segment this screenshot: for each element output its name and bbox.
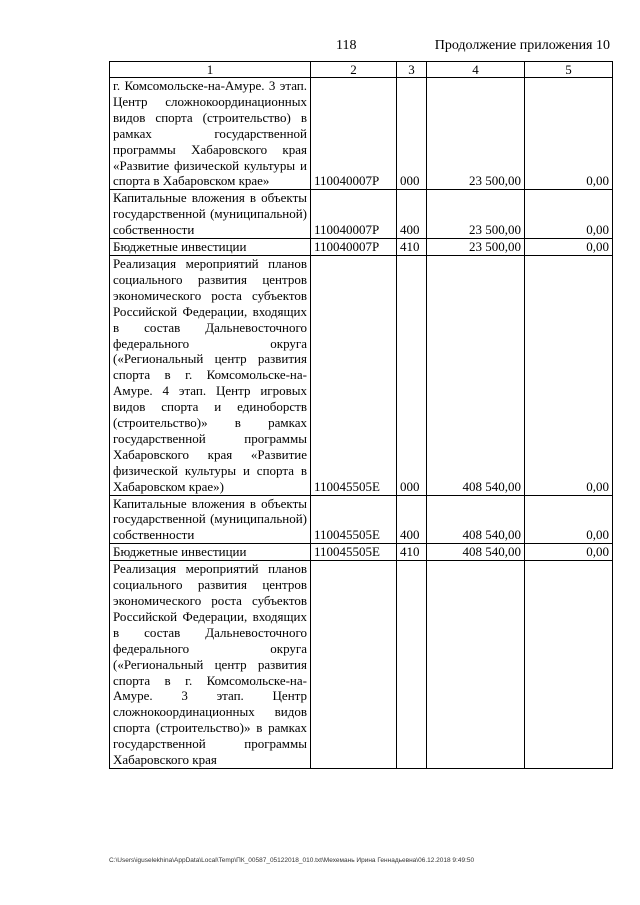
- table-row: [110, 544, 613, 561]
- row-code: 110040007Р: [311, 239, 397, 256]
- file-path-footer: C:\Users\iguselekhina\AppData\Local\Temp\ПК_00587_05122018_010.txt\Мехемань Ирина Геннадьевна\06.12.2018 9:49:50: [109, 857, 475, 864]
- column-header: 1: [110, 62, 311, 78]
- column-header: 3: [397, 62, 427, 78]
- row-col5: 0,00: [525, 544, 613, 561]
- row-type: 000: [397, 255, 427, 495]
- table-row: [110, 255, 613, 495]
- row-code: 110040007Р: [311, 190, 397, 239]
- row-col5: 0,00: [525, 495, 613, 544]
- column-header: 2: [311, 62, 397, 78]
- column-header: 4: [427, 62, 525, 78]
- row-code: 110040007Р: [311, 78, 397, 190]
- row-name: Бюджетные инвестиции: [110, 544, 311, 561]
- row-name: Реализация мероприятий планов социального развития центров экономического роста субъектов Российской Федерации, входящих в состав Дальневосточного федерального округа («Региональный центр развития спорта в г. Комсомольске-на-Амуре. 3 этап. Центр сложнокоординационных видов спорта (строительство)» в рамках государственной программы Хабаровского края: [110, 561, 311, 769]
- row-name: Реализация мероприятий планов социального развития центров экономического роста субъектов Российской Федерации, входящих в состав Дальневосточного федерального округа («Региональный центр развития спорта в г. Комсомольске-на-Амуре. 4 этап. Центр игровых видов спорта и единоборств (строительство)» в рамках государственной программы Хабаровского края «Развитие физической культуры и спорта в Хабаровском крае»): [110, 255, 311, 495]
- row-type: 400: [397, 190, 427, 239]
- row-type: 410: [397, 239, 427, 256]
- row-type: 410: [397, 544, 427, 561]
- row-name: Капитальные вложения в объекты государственной (муниципальной) собственности: [110, 495, 311, 544]
- row-code: 110045505Е: [311, 544, 397, 561]
- table-row: [110, 78, 613, 190]
- row-col5: 0,00: [525, 78, 613, 190]
- column-header: 5: [525, 62, 613, 78]
- row-code: 110045505Е: [311, 255, 397, 495]
- row-amount: 408 540,00: [427, 255, 525, 495]
- row-name: Бюджетные инвестиции: [110, 239, 311, 256]
- row-code: 110045505Е: [311, 495, 397, 544]
- row-code: [311, 561, 397, 769]
- table-row: [110, 239, 613, 256]
- row-col5: 0,00: [525, 190, 613, 239]
- row-type: 000: [397, 78, 427, 190]
- row-amount: [427, 561, 525, 769]
- page-number: 118: [336, 38, 357, 53]
- table-row: [110, 495, 613, 544]
- table-row: [110, 190, 613, 239]
- row-name: г. Комсомольске-на-Амуре. 3 этап. Центр сложнокоординационных видов спорта (строительство) в рамках государственной программы Хабаровского края «Развитие физической культуры и спорта в Хабаровском крае»: [110, 78, 311, 190]
- row-amount: 408 540,00: [427, 495, 525, 544]
- row-col5: [525, 561, 613, 769]
- row-amount: 23 500,00: [427, 78, 525, 190]
- row-type: 400: [397, 495, 427, 544]
- row-name: Капитальные вложения в объекты государственной (муниципальной) собственности: [110, 190, 311, 239]
- row-amount: 408 540,00: [427, 544, 525, 561]
- table-header-row: [110, 62, 613, 78]
- row-col5: 0,00: [525, 239, 613, 256]
- continuation-label: Продолжение приложения 10: [434, 38, 610, 53]
- table-row: [110, 561, 613, 769]
- row-amount: 23 500,00: [427, 190, 525, 239]
- row-col5: 0,00: [525, 255, 613, 495]
- row-type: [397, 561, 427, 769]
- row-amount: 23 500,00: [427, 239, 525, 256]
- budget-table: [109, 61, 613, 769]
